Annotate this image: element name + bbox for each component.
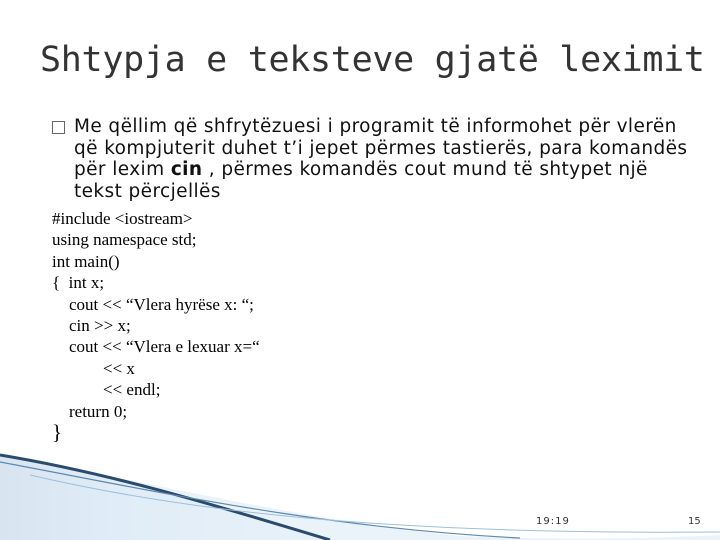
code-line: << endl;: [52, 380, 161, 400]
code-line: #include <iostream>: [52, 209, 193, 228]
code-line: cin >> x;: [52, 316, 131, 336]
code-line: { int x;: [52, 273, 105, 293]
bullet-item: [52, 116, 692, 202]
footer-date: 19:19: [536, 516, 570, 527]
code-line: cout << “Vlera e lexuar x=“: [52, 337, 260, 357]
slide-title: Shtypja e teksteve gjatë leximit: [40, 40, 705, 80]
code-line: int main(): [52, 251, 120, 271]
bullet-text-end: , përmes komandës cout mund të shtypet një tekst përcjellës: [74, 159, 648, 202]
decorative-wave: [0, 440, 720, 540]
footer-page-number: 15: [688, 516, 701, 527]
bullet-keyword-cin: cin: [170, 159, 203, 180]
bullet-text-start: Me qëllim që shfrytëzuesi i programit të informohet për vlerën që kompjuterit duhet t’i jepet përmes tastierës, para komandës për lexim: [74, 116, 688, 180]
code-line: cout << “Vlera hyrëse x: “;: [52, 294, 254, 314]
square-bullet-icon: [52, 121, 65, 134]
code-line: using namespace std;: [52, 230, 197, 250]
code-line: << x: [52, 358, 135, 378]
code-line: return 0;: [52, 401, 128, 421]
code-line: }: [52, 420, 63, 445]
bullet-text: [74, 116, 692, 202]
code-block: [52, 208, 260, 443]
